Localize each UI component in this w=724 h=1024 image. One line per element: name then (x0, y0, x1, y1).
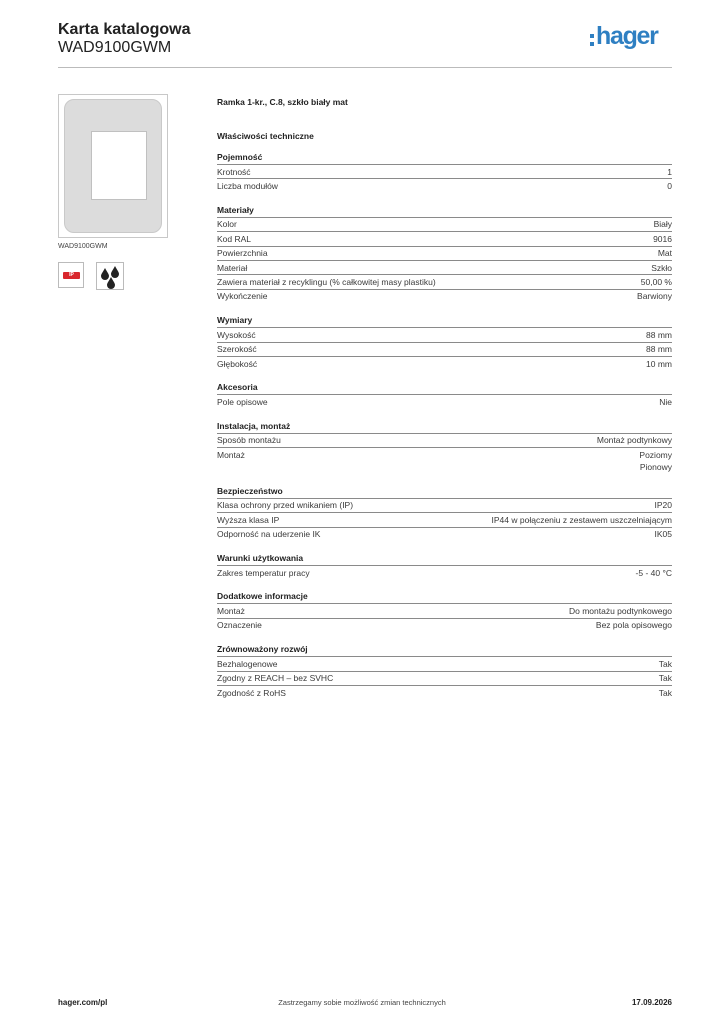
spec-section (217, 150, 672, 193)
spec-value: Poziomy Pionowy (639, 449, 672, 473)
spec-label: Zakres temperatur pracy (217, 567, 310, 578)
spec-row (217, 260, 672, 274)
spec-label: Bezhalogenowe (217, 658, 278, 669)
spec-section-title: Pojemność (217, 152, 263, 162)
spec-value: Tak (658, 687, 672, 698)
spec-section (217, 484, 672, 541)
spec-value: 50,00 % (640, 276, 672, 287)
spec-row (217, 447, 672, 474)
spec-value: 10 mm (646, 358, 672, 369)
spec-row (217, 512, 672, 526)
spec-value: Bez pola opisowego (595, 620, 672, 631)
spec-label: Montaż (217, 606, 245, 617)
spec-row (217, 274, 672, 288)
spec-row (217, 603, 672, 617)
spec-label: Szerokość (217, 344, 257, 355)
spec-value: Mat (657, 248, 672, 259)
spec-row (217, 527, 672, 541)
frame-outer (64, 99, 162, 233)
spec-row (217, 394, 672, 408)
spec-section (217, 642, 672, 699)
product-description: Ramka 1-kr., C.8, szkło biały mat (217, 97, 348, 107)
spec-value: Barwiony (637, 291, 672, 302)
spec-row (217, 565, 672, 579)
spec-row (217, 164, 672, 178)
spec-label: Wysokość (217, 329, 256, 340)
spec-row (217, 217, 672, 231)
product-code: WAD9100GWM (58, 39, 172, 56)
spec-value: Do montażu podtynkowego (568, 606, 672, 617)
spec-section-title: Materiały (217, 204, 254, 215)
spec-row (217, 656, 672, 670)
spec-section (217, 380, 672, 408)
spec-row (217, 671, 672, 685)
spec-value: Szkło (651, 262, 672, 273)
spec-section-title: Instalacja, montaż (217, 420, 291, 431)
spec-section (217, 551, 672, 579)
spec-row (217, 342, 672, 356)
logo-dots-icon (590, 34, 595, 50)
spec-section (217, 203, 672, 303)
spec-row (217, 498, 672, 512)
spec-section-title: Warunki użytkowania (217, 553, 304, 564)
spec-section-title: Wymiary (217, 315, 253, 326)
spec-row (217, 685, 672, 699)
water-drops-icon (96, 262, 124, 290)
spec-value: Biały (653, 219, 672, 230)
spec-row (217, 231, 672, 245)
spec-section-title: Zrównoważony rozwój (217, 644, 308, 655)
spec-section (217, 313, 672, 370)
spec-label: Pole opisowe (217, 396, 268, 407)
spec-value: 1 (667, 166, 672, 177)
spec-label: Odporność na uderzenie IK (217, 529, 321, 540)
frame-opening (91, 131, 147, 200)
ip-rating-icon-label: IP (63, 272, 80, 279)
spec-value: 0 (667, 180, 672, 191)
spec-value: 88 mm (646, 329, 672, 340)
spec-label: Kod RAL (217, 233, 252, 244)
spec-row (217, 327, 672, 341)
spec-section-title: Dodatkowe informacje (217, 591, 308, 602)
spec-value: Montaż podtynkowy (596, 435, 672, 446)
footer-notice: Zastrzegamy sobie możliwość zmian technicznych (278, 998, 446, 1007)
spec-value: -5 - 40 °C (635, 567, 672, 578)
spec-value: IP44 w połączeniu z zestawem uszczelniającym (491, 514, 672, 525)
logo-wordmark: hager (596, 22, 658, 50)
spec-row (217, 246, 672, 260)
spec-section (217, 419, 672, 474)
spec-row (217, 433, 672, 447)
ip-rating-icon (58, 262, 84, 288)
spec-label: Głębokość (217, 358, 258, 369)
spec-label: Oznaczenie (217, 620, 262, 631)
spec-label: Powierzchnia (217, 248, 268, 259)
spec-label: Klasa ochrony przed wnikaniem (IP) (217, 500, 354, 511)
spec-row (217, 618, 672, 632)
product-image (58, 94, 168, 238)
spec-label: Zgodność z RoHS (217, 687, 286, 698)
product-image-caption: WAD9100GWM (58, 243, 108, 250)
spec-label: Liczba modułów (217, 180, 278, 191)
spec-label: Zgodny z REACH – bez SVHC (217, 673, 334, 684)
spec-label: Krotność (217, 166, 251, 177)
spec-row (217, 356, 672, 370)
spec-label: Sposób montażu (217, 435, 281, 446)
header-divider (58, 67, 672, 68)
spec-label: Wyższa klasa IP (217, 514, 280, 525)
spec-value: Tak (658, 658, 672, 669)
spec-label: Materiał (217, 262, 248, 273)
spec-label: Kolor (217, 219, 237, 230)
spec-section (217, 589, 672, 632)
spec-value: Tak (658, 673, 672, 684)
spec-label: Wykończenie (217, 291, 268, 302)
spec-section-title: Akcesoria (217, 382, 258, 393)
document-title: Karta katalogowa (58, 21, 191, 38)
footer-website[interactable]: hager.com/pl (58, 998, 108, 1007)
technical-sections (217, 150, 672, 709)
technical-properties-title: Właściwości techniczne (217, 131, 314, 141)
spec-value: 9016 (653, 233, 672, 244)
spec-value: 88 mm (646, 344, 672, 355)
spec-value: Nie (659, 396, 672, 407)
spec-section-title: Bezpieczeństwo (217, 485, 283, 496)
spec-value: IP20 (654, 500, 672, 511)
spec-row (217, 178, 672, 192)
spec-row (217, 289, 672, 303)
footer-date: 17.09.2026 (631, 998, 672, 1007)
spec-label: Montaż (217, 449, 245, 460)
spec-label: Zawiera materiał z recyklingu (% całkowitej masy plastiku) (217, 276, 436, 287)
spec-value: IK05 (654, 529, 672, 540)
